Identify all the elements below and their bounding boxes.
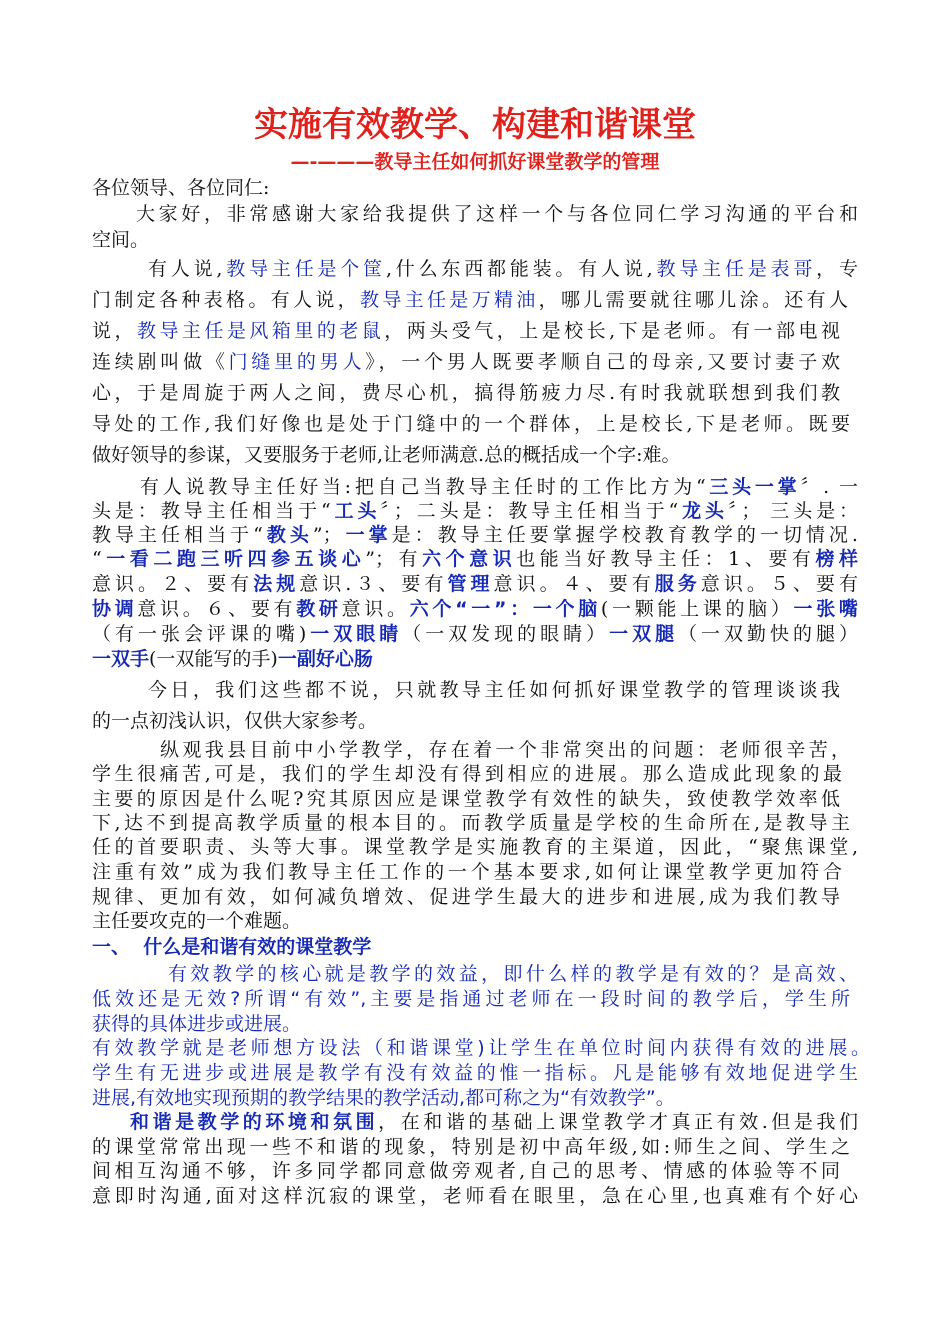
paragraph-line: 意即时沟通,面对这样沉寂的课堂，老师看在眼里，急在心里,也真难有个好心 <box>92 1185 858 1207</box>
paragraph-line: 大家好，非常感谢大家给我提供了这样一个与各位同仁学习沟通的平台和 <box>136 203 858 225</box>
paragraph-line: 学生很痛苦,可是，我们的学生却没有得到相应的进展。那么造成此现象的最 <box>92 763 842 785</box>
paragraph-line: 的课堂常常出现一些不和谐的现象，特别是初中高年级,如:师生之间、学生之 <box>92 1136 850 1158</box>
paragraph-line: 间相互沟通不够，许多同学都同意做旁观者,自己的思考、情感的体验等不同 <box>92 1160 840 1182</box>
emphasis-text: 教导主任是个筐 <box>222 258 386 280</box>
paragraph-line: 教导主任相当于“教头”；一掌是：教导主任要掌握学校教育教学的一切情况. <box>92 524 858 546</box>
emphasis-text: 服务 <box>654 573 701 595</box>
paragraph-line: 低效还是无效?所谓“有效”,主要是指通过老师在一段时间的教学后，学生所 <box>92 988 850 1010</box>
paragraph-line: 规律、更加有效，如何减负增效、促进学生最大的进步和进展,成为我们教导 <box>92 886 840 908</box>
emphasis-text: 榜样 <box>815 548 858 570</box>
emphasis-text: 六个“一”：一个脑 <box>409 598 601 620</box>
emphasis-text: 教头 <box>262 524 313 546</box>
paragraph-line: 有效教学就是老师想方设法（和谐课堂)让学生在单位时间内获得有效的进展。 <box>92 1037 870 1059</box>
emphasis-text: 教导主任是表哥 <box>652 258 817 280</box>
paragraph-line: 今日，我们这些都不说，只就教导主任如何抓好课堂教学的管理谈谈我 <box>148 679 840 701</box>
paragraph-line: 有效教学的核心就是教学的效益，即什么样的教学是有效的？是高效、 <box>168 963 858 985</box>
emphasis-text: 一双眼睛 <box>306 623 403 645</box>
paragraph-line: （有一张会评课的嘴)一双眼睛（一双发现的眼睛）一双腿（一双勤快的腿） <box>92 623 858 645</box>
emphasis-text: 门缝里的男人 <box>228 351 366 373</box>
paragraph-line: 有人说教导主任好当:把自己当教导主任时的工作比方为“三头一掌〞. 一 <box>140 476 858 498</box>
emphasis-text: 一双腿 <box>609 623 679 645</box>
emphasis-text: 教研 <box>296 598 342 620</box>
paragraph-line: 获得的具体进步或进展。 <box>92 1013 302 1035</box>
paragraph-line: 的一点初浅认识，仅供大家参考。 <box>92 710 378 732</box>
paragraph-line: 一双手(一双能写的手)一副好心肠 <box>92 648 373 670</box>
emphasis-text: 六个意识 <box>422 548 517 570</box>
emphasis-text: 教导主任是万精油 <box>359 289 539 311</box>
emphasis-text: 龙头 <box>678 500 728 522</box>
emphasis-text: 一看二跑三听四参五谈心 <box>101 548 366 570</box>
emphasis-text: 三头一掌 <box>705 476 801 498</box>
paragraph-line: 头是：教导主任相当于“工头〞；二头是：教导主任相当于“龙头〞； 三头是： <box>92 500 858 522</box>
paragraph-line: 导处的工作,我们好像也是处于门缝中的一个群体，上是校长,下是老师。既要 <box>92 413 850 435</box>
emphasis-text: 教导主任是风箱里的老鼠 <box>136 320 385 342</box>
emphasis-text: 一双手 <box>92 648 150 670</box>
paragraph-line: 做好领导的参谋，又要服务于老师,让老师满意.总的概括成一个字:难。 <box>92 444 681 466</box>
emphasis-text: 一副好心肠 <box>277 648 373 670</box>
paragraph-line: 注重有效”成为我们教导主任工作的一个基本要求,如何让课堂教学更加符合 <box>92 861 842 883</box>
document-subtitle: —-———教导主任如何抓好课堂教学的管理 <box>290 151 660 173</box>
emphasis-text: 一张嘴 <box>793 598 858 620</box>
paragraph-line: 和谐是教学的环境和氛围，在和谐的基础上课堂教学才真正有效.但是我们 <box>130 1111 858 1133</box>
paragraph-line: 主要的原因是什么呢?究其原因应是课堂教学有效性的缺失，致使教学效率低 <box>92 788 840 810</box>
paragraph-line: “一看二跑三听四参五谈心”；有六个意识也能当好教导主任：1、要有榜样 <box>92 548 858 570</box>
emphasis-text: 一掌 <box>341 524 392 546</box>
paragraph-line: 下,达不到提高教学质量的根本目的。而教学质量是学校的生命所在,是教导主 <box>92 812 850 834</box>
salutation: 各位领导、各位同仁: <box>92 177 270 199</box>
paragraph-line: 任的首要职责、头等大事。课堂教学是实施教育的主渠道，因此，“聚焦课堂, <box>92 836 858 858</box>
paragraph-line: 协调意识。６、要有教研意识。六个“一”：一个脑(一颗能上课的脑）一张嘴 <box>92 598 858 620</box>
emphasis-text: 和谐是教学的环境和氛围 <box>130 1111 379 1133</box>
paragraph-line: 纵观我县目前中小学教学，存在着一个非常突出的问题：老师很辛苦， <box>160 739 850 761</box>
paragraph-line: 空间。 <box>92 229 150 251</box>
paragraph-line: 有人说,教导主任是个筐,什么东西都能装。有人说,教导主任是表哥，专 <box>148 258 858 280</box>
emphasis-text: 工头 <box>330 500 381 522</box>
paragraph-line: 连续剧叫做《门缝里的男人》，一个男人既要孝顺自己的母亲,又要讨妻子欢 <box>92 351 840 373</box>
emphasis-text: 协调 <box>92 598 138 620</box>
paragraph-line: 心，于是周旋于两人之间，费尽心机，搞得筋疲力尽.有时我就联想到我们教 <box>92 382 840 404</box>
emphasis-text: 管理 <box>447 573 494 595</box>
emphasis-text: 法规 <box>253 573 300 595</box>
paragraph-line: 主任要攻克的一个难题。 <box>92 910 302 932</box>
paragraph-line: 门制定各种表格。有人说，教导主任是万精油，哪儿需要就往哪儿涂。还有人 <box>92 289 848 311</box>
section-heading: 一、 什么是和谐有效的课堂教学 <box>92 936 372 958</box>
paragraph-line: 意识。２、要有法规意识.３、要有管理意识。４、要有服务意识。５、要有 <box>92 573 858 595</box>
paragraph-line: 进展,有效地实现预期的教学结果的教学活动,都可称之为“有效教学”。 <box>92 1087 675 1109</box>
paragraph-line: 学生有无进步或进展是教学有没有效益的惟一指标。凡是能够有效地促进学生 <box>92 1062 858 1084</box>
paragraph-line: 说，教导主任是风箱里的老鼠，两头受气，上是校长,下是老师。有一部电视 <box>92 320 840 342</box>
document-title: 实施有效教学、构建和谐课堂 <box>254 105 696 145</box>
